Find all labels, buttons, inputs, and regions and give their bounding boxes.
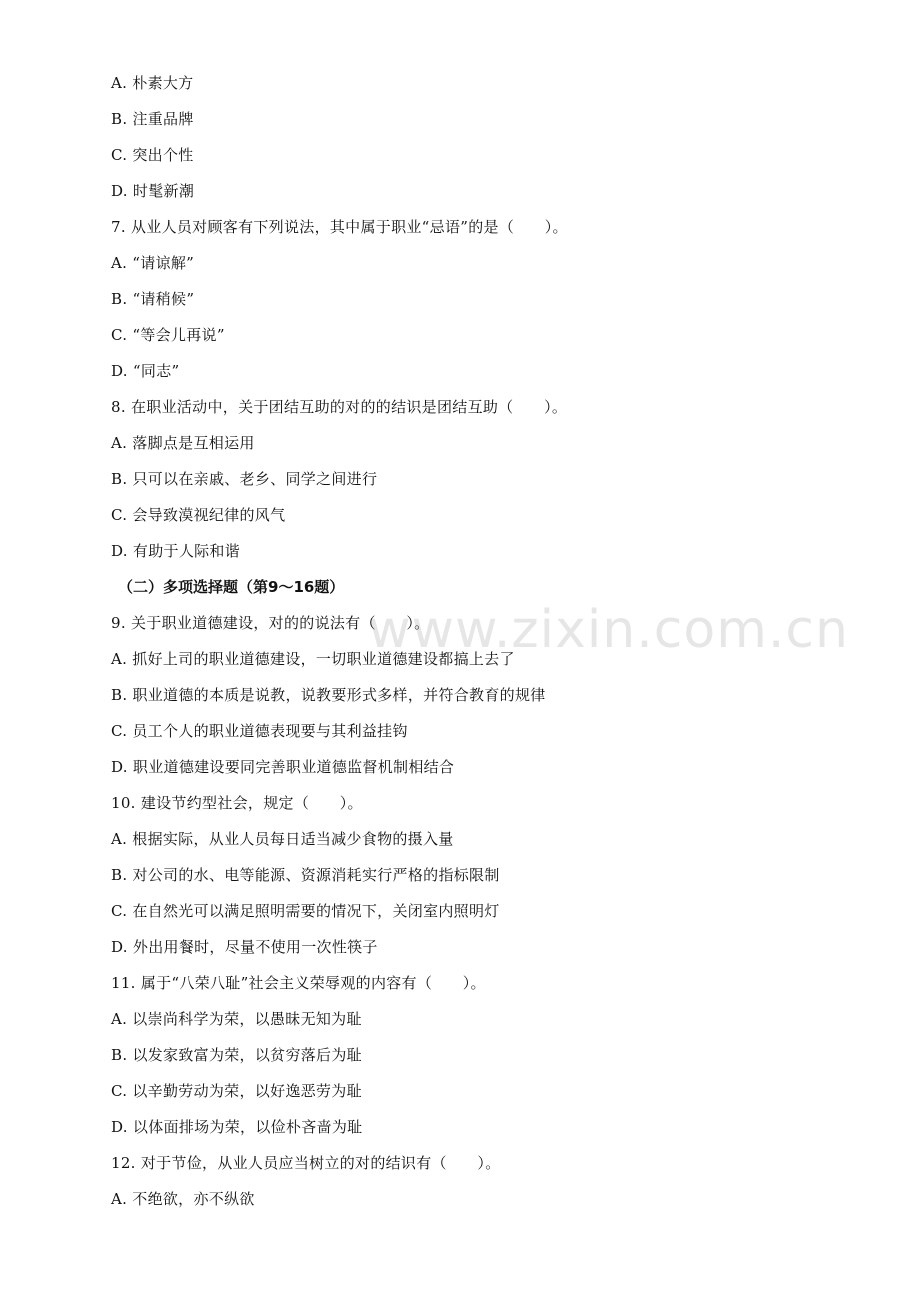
question-line: 8. 在职业活动中，关于团结互助的对的的结识是团结互助（ ）。 (111, 398, 568, 416)
question-line: 12. 对于节俭，从业人员应当树立的对的结识有（ ）。 (111, 1154, 501, 1172)
question-line: 11. 属于“八荣八耻”社会主义荣辱观的内容有（ ）。 (111, 974, 486, 992)
question-line: 9. 关于职业道德建设，对的的说法有（ ）。 (111, 614, 430, 632)
option-line: C. 突出个性 (111, 146, 194, 164)
option-line: C. 在自然光可以满足照明需要的情况下，关闭室内照明灯 (111, 902, 500, 920)
option-line: D. 时髦新潮 (111, 182, 195, 200)
option-line: A. 不绝欲，亦不纵欲 (111, 1190, 255, 1208)
option-line: B. 只可以在亲戚、老乡、同学之间进行 (111, 470, 378, 488)
option-line: D. 以体面排场为荣，以俭朴吝啬为耻 (111, 1118, 363, 1136)
option-line: D. “同志” (111, 362, 180, 380)
question-line: 7. 从业人员对顾客有下列说法，其中属于职业“忌语”的是（ ）。 (111, 218, 568, 236)
option-line: A. “请谅解” (111, 254, 195, 272)
option-line: B. 职业道德的本质是说教，说教要形式多样，并符合教育的规律 (111, 686, 546, 704)
option-line: B. “请稍候” (111, 290, 195, 308)
option-line: B. 以发家致富为荣，以贫穷落后为耻 (111, 1046, 362, 1064)
option-line: C. 以辛勤劳动为荣，以好逸恶劳为耻 (111, 1082, 362, 1100)
option-line: C. 员工个人的职业道德表现要与其利益挂钩 (111, 722, 408, 740)
option-line: D. 外出用餐时，尽量不使用一次性筷子 (111, 938, 378, 956)
option-line: D. 有助于人际和谐 (111, 542, 241, 560)
option-line: C. “等会儿再说” (111, 326, 225, 344)
option-line: A. 抓好上司的职业道德建设，一切职业道德建设都搞上去了 (111, 650, 515, 668)
option-line: A. 落脚点是互相运用 (111, 434, 255, 452)
option-line: A. 根据实际，从业人员每日适当减少食物的摄入量 (111, 830, 454, 848)
option-line: B. 对公司的水、电等能源、资源消耗实行严格的指标限制 (111, 866, 500, 884)
option-line: A. 朴素大方 (111, 74, 194, 92)
watermark: www.zixin.com.cn (368, 600, 849, 660)
option-line: B. 注重品牌 (111, 110, 194, 128)
section-heading: （二）多项选择题（第9～16题） (118, 578, 345, 596)
option-line: D. 职业道德建设要同完善职业道德监督机制相结合 (111, 758, 455, 776)
option-line: C. 会导致漠视纪律的风气 (111, 506, 286, 524)
question-line: 10. 建设节约型社会，规定（ ）。 (111, 794, 363, 812)
option-line: A. 以崇尚科学为荣，以愚昧无知为耻 (111, 1010, 362, 1028)
